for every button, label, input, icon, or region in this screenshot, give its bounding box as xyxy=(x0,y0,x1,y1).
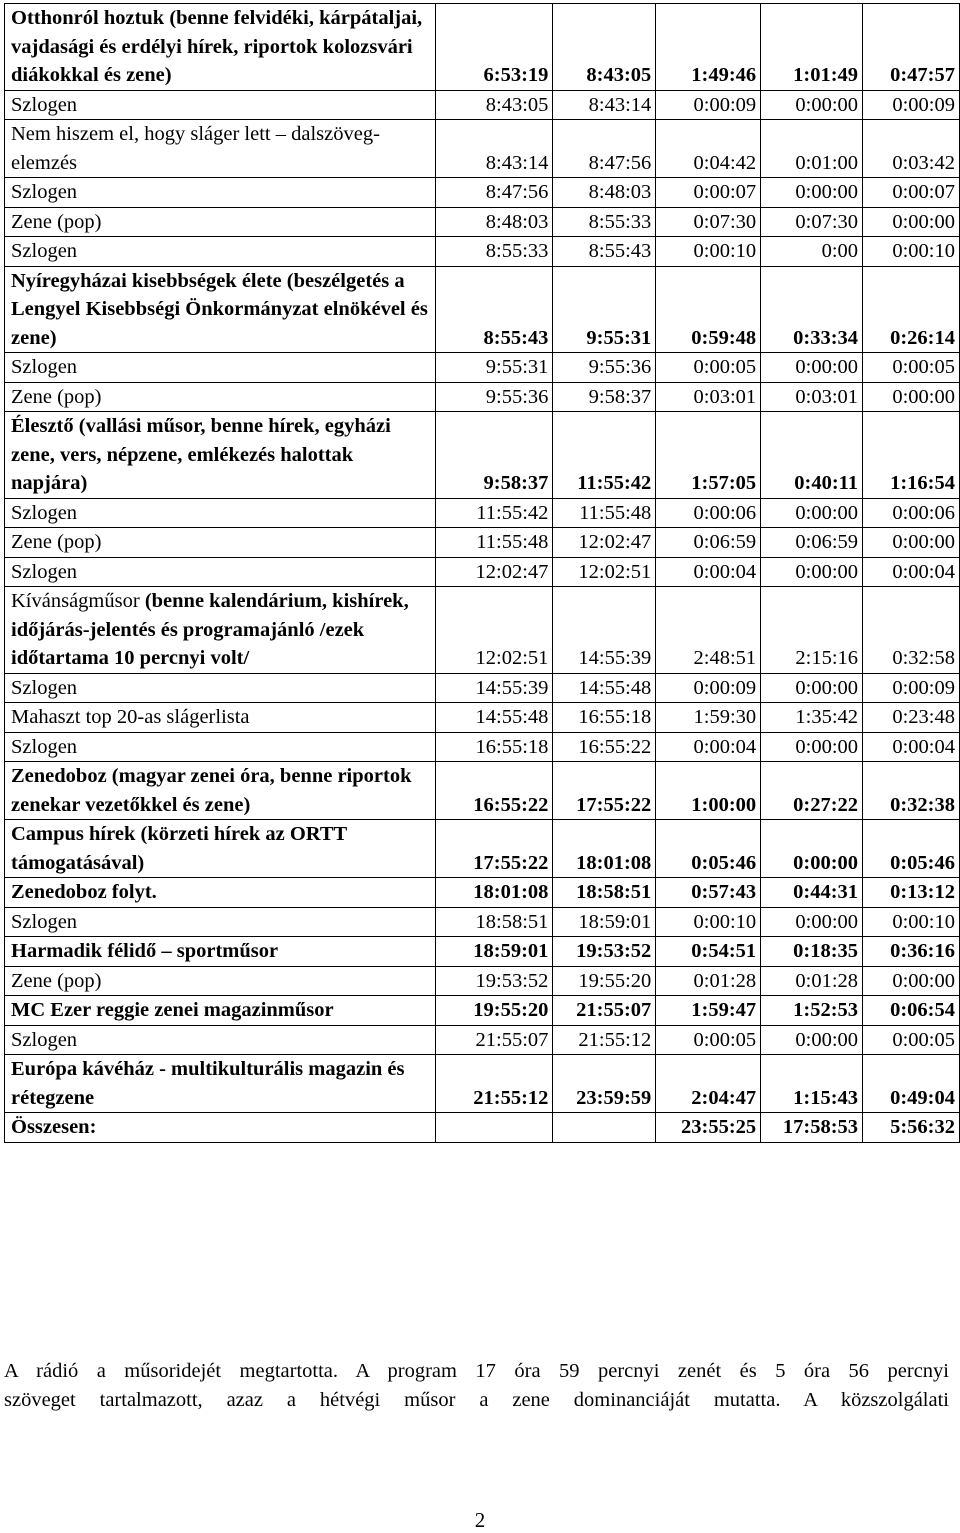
music-time-cell: 0:06:59 xyxy=(761,528,863,558)
start-time-cell: 12:02:51 xyxy=(435,587,553,674)
speech-time-cell: 0:23:48 xyxy=(863,703,960,733)
program-name-cell: Zene (pop) xyxy=(5,528,436,558)
table-row xyxy=(5,673,960,703)
duration-cell: 0:57:43 xyxy=(656,878,761,908)
duration-cell: 2:04:47 xyxy=(656,1055,761,1113)
music-time-cell: 0:00:00 xyxy=(761,557,863,587)
program-name-cell: Szlogen xyxy=(5,237,436,267)
table-row xyxy=(5,382,960,412)
start-time-cell: 9:55:31 xyxy=(435,353,553,383)
table-row xyxy=(5,498,960,528)
program-name-cell: Európa kávéház - multikulturális magazin és rétegzene xyxy=(5,1055,436,1113)
start-time-cell xyxy=(435,1113,553,1143)
music-time-cell: 0:00:00 xyxy=(761,820,863,878)
program-name-cell: Szlogen xyxy=(5,1025,436,1055)
end-time-cell: 12:02:51 xyxy=(553,557,656,587)
schedule-body xyxy=(5,4,960,1143)
speech-time-cell: 0:13:12 xyxy=(863,878,960,908)
end-time-cell: 19:53:52 xyxy=(553,937,656,967)
duration-cell: 0:00:10 xyxy=(656,907,761,937)
start-time-cell: 19:53:52 xyxy=(435,966,553,996)
program-schedule-table xyxy=(4,3,960,1143)
program-name-cell: Szlogen xyxy=(5,353,436,383)
speech-time-cell: 0:00:09 xyxy=(863,673,960,703)
speech-time-cell: 0:36:16 xyxy=(863,937,960,967)
end-time-cell: 9:55:36 xyxy=(553,353,656,383)
table-row xyxy=(5,178,960,208)
end-time-cell: 14:55:39 xyxy=(553,587,656,674)
program-name-cell: Szlogen xyxy=(5,498,436,528)
program-name-cell: Harmadik félidő – sportműsor xyxy=(5,937,436,967)
duration-cell: 2:48:51 xyxy=(656,587,761,674)
speech-time-cell: 0:06:54 xyxy=(863,996,960,1026)
music-time-cell: 1:35:42 xyxy=(761,703,863,733)
table-row xyxy=(5,587,960,674)
start-time-cell: 21:55:07 xyxy=(435,1025,553,1055)
duration-cell: 1:59:30 xyxy=(656,703,761,733)
duration-cell: 0:00:04 xyxy=(656,557,761,587)
speech-time-cell: 0:00:10 xyxy=(863,237,960,267)
program-name-cell: Nyíregyházai kisebbségek élete (beszélgetés a Lengyel Kisebbségi Önkormányzat elnökével és zene) xyxy=(5,266,436,353)
end-time-cell: 12:02:47 xyxy=(553,528,656,558)
program-name-cell: Otthonról hoztuk (benne felvidéki, kárpátaljai, vajdasági és erdélyi hírek, riportok kolozsvári diákokkal és zene) xyxy=(5,4,436,91)
speech-time-cell: 0:00:04 xyxy=(863,557,960,587)
end-time-cell: 9:58:37 xyxy=(553,382,656,412)
start-time-cell: 9:58:37 xyxy=(435,412,553,499)
program-name-cell: Élesztő (vallási műsor, benne hírek, egyházi zene, vers, népzene, emlékezés halottak napjára) xyxy=(5,412,436,499)
table-row xyxy=(5,412,960,499)
start-time-cell: 16:55:18 xyxy=(435,732,553,762)
speech-time-cell: 0:00:00 xyxy=(863,382,960,412)
music-time-cell: 0:00:00 xyxy=(761,1025,863,1055)
table-row xyxy=(5,703,960,733)
start-time-cell: 12:02:47 xyxy=(435,557,553,587)
music-time-cell: 2:15:16 xyxy=(761,587,863,674)
duration-cell: 0:54:51 xyxy=(656,937,761,967)
music-time-cell: 0:07:30 xyxy=(761,207,863,237)
end-time-cell xyxy=(553,1113,656,1143)
speech-time-cell: 0:05:46 xyxy=(863,820,960,878)
table-row xyxy=(5,966,960,996)
start-time-cell: 8:43:05 xyxy=(435,90,553,120)
end-time-cell: 17:55:22 xyxy=(553,762,656,820)
start-time-cell: 8:43:14 xyxy=(435,120,553,178)
table-row xyxy=(5,1055,960,1113)
music-time-cell: 0:40:11 xyxy=(761,412,863,499)
duration-cell: 0:06:59 xyxy=(656,528,761,558)
program-name-bold: (benne kalendárium, kishírek, időjárás-jelentés és programajánló /ezek időtartama 10 percnyi volt/ xyxy=(11,590,409,669)
end-time-cell: 16:55:22 xyxy=(553,732,656,762)
end-time-cell: 8:48:03 xyxy=(553,178,656,208)
duration-cell: 0:00:05 xyxy=(656,1025,761,1055)
duration-cell: 0:59:48 xyxy=(656,266,761,353)
program-name-cell xyxy=(5,587,436,674)
program-name-cell: Zene (pop) xyxy=(5,382,436,412)
music-time-cell: 0:00:00 xyxy=(761,732,863,762)
duration-cell: 0:04:42 xyxy=(656,120,761,178)
table-row xyxy=(5,878,960,908)
table-row xyxy=(5,1113,960,1143)
start-time-cell: 8:47:56 xyxy=(435,178,553,208)
end-time-cell: 19:55:20 xyxy=(553,966,656,996)
program-name-cell: Szlogen xyxy=(5,673,436,703)
speech-time-cell: 0:00:05 xyxy=(863,1025,960,1055)
music-time-cell: 0:00:00 xyxy=(761,353,863,383)
table-row xyxy=(5,528,960,558)
end-time-cell: 8:55:33 xyxy=(553,207,656,237)
program-name-plain: Kívánságműsor xyxy=(11,590,140,612)
music-time-cell: 0:00:00 xyxy=(761,907,863,937)
speech-time-cell: 0:00:00 xyxy=(863,207,960,237)
program-name-cell: Szlogen xyxy=(5,90,436,120)
table-row xyxy=(5,207,960,237)
start-time-cell: 18:59:01 xyxy=(435,937,553,967)
start-time-cell: 18:01:08 xyxy=(435,878,553,908)
start-time-cell: 11:55:42 xyxy=(435,498,553,528)
duration-cell: 1:57:05 xyxy=(656,412,761,499)
end-time-cell: 11:55:48 xyxy=(553,498,656,528)
page-number: 2 xyxy=(474,1508,486,1532)
end-time-cell: 18:01:08 xyxy=(553,820,656,878)
duration-cell: 0:00:06 xyxy=(656,498,761,528)
program-name-cell: Zenedoboz (magyar zenei óra, benne riportok zenekar vezetőkkel és zene) xyxy=(5,762,436,820)
duration-cell: 0:01:28 xyxy=(656,966,761,996)
start-time-cell: 8:55:43 xyxy=(435,266,553,353)
table-row xyxy=(5,996,960,1026)
end-time-cell: 11:55:42 xyxy=(553,412,656,499)
speech-time-cell: 0:00:00 xyxy=(863,528,960,558)
speech-time-cell: 0:47:57 xyxy=(863,4,960,91)
program-name-cell: Zene (pop) xyxy=(5,966,436,996)
start-time-cell: 14:55:48 xyxy=(435,703,553,733)
start-time-cell: 17:55:22 xyxy=(435,820,553,878)
speech-time-cell: 0:00:05 xyxy=(863,353,960,383)
program-name-cell: Zene (pop) xyxy=(5,207,436,237)
end-time-cell: 8:43:05 xyxy=(553,4,656,91)
speech-time-cell: 0:00:10 xyxy=(863,907,960,937)
duration-cell: 1:49:46 xyxy=(656,4,761,91)
speech-time-cell: 0:00:07 xyxy=(863,178,960,208)
start-time-cell: 8:48:03 xyxy=(435,207,553,237)
duration-cell: 0:07:30 xyxy=(656,207,761,237)
end-time-cell: 18:59:01 xyxy=(553,907,656,937)
end-time-cell: 8:55:43 xyxy=(553,237,656,267)
end-time-cell: 23:59:59 xyxy=(553,1055,656,1113)
program-name-cell: Nem hiszem el, hogy sláger lett – dalszöveg-elemzés xyxy=(5,120,436,178)
music-time-cell: 0:01:28 xyxy=(761,966,863,996)
start-time-cell: 14:55:39 xyxy=(435,673,553,703)
start-time-cell: 8:55:33 xyxy=(435,237,553,267)
duration-cell: 0:00:09 xyxy=(656,90,761,120)
speech-time-cell: 5:56:32 xyxy=(863,1113,960,1143)
program-name-cell: Mahaszt top 20-as slágerlista xyxy=(5,703,436,733)
music-time-cell: 0:00:00 xyxy=(761,498,863,528)
music-time-cell: 0:44:31 xyxy=(761,878,863,908)
table-row xyxy=(5,4,960,91)
music-time-cell: 0:00 xyxy=(761,237,863,267)
program-name-cell: Szlogen xyxy=(5,732,436,762)
music-time-cell: 0:18:35 xyxy=(761,937,863,967)
duration-cell: 0:05:46 xyxy=(656,820,761,878)
duration-cell: 0:00:09 xyxy=(656,673,761,703)
program-name-cell: Zenedoboz folyt. xyxy=(5,878,436,908)
start-time-cell: 18:58:51 xyxy=(435,907,553,937)
speech-time-cell: 0:00:09 xyxy=(863,90,960,120)
table-row xyxy=(5,237,960,267)
start-time-cell: 6:53:19 xyxy=(435,4,553,91)
start-time-cell: 21:55:12 xyxy=(435,1055,553,1113)
start-time-cell: 16:55:22 xyxy=(435,762,553,820)
speech-time-cell: 0:26:14 xyxy=(863,266,960,353)
program-name-cell: Szlogen xyxy=(5,178,436,208)
paragraph-line-2: szöveget tartalmazott, azaz a hétvégi műsor a zene dominanciáját mutatta. A közszolgálati xyxy=(4,1389,949,1411)
table-row xyxy=(5,353,960,383)
music-time-cell: 1:15:43 xyxy=(761,1055,863,1113)
music-time-cell: 1:52:53 xyxy=(761,996,863,1026)
duration-cell: 0:00:07 xyxy=(656,178,761,208)
music-time-cell: 1:01:49 xyxy=(761,4,863,91)
duration-cell: 0:03:01 xyxy=(656,382,761,412)
table-row xyxy=(5,90,960,120)
end-time-cell: 21:55:12 xyxy=(553,1025,656,1055)
music-time-cell: 0:00:00 xyxy=(761,90,863,120)
music-time-cell: 0:00:00 xyxy=(761,673,863,703)
start-time-cell: 19:55:20 xyxy=(435,996,553,1026)
speech-time-cell: 0:32:38 xyxy=(863,762,960,820)
duration-cell: 0:00:10 xyxy=(656,237,761,267)
program-name-cell: Szlogen xyxy=(5,557,436,587)
summary-paragraph xyxy=(4,1357,949,1415)
music-time-cell: 17:58:53 xyxy=(761,1113,863,1143)
program-name-cell: MC Ezer reggie zenei magazinműsor xyxy=(5,996,436,1026)
music-time-cell: 0:01:00 xyxy=(761,120,863,178)
duration-cell: 0:00:04 xyxy=(656,732,761,762)
speech-time-cell: 0:00:04 xyxy=(863,732,960,762)
music-time-cell: 0:03:01 xyxy=(761,382,863,412)
music-time-cell: 0:33:34 xyxy=(761,266,863,353)
duration-cell: 1:59:47 xyxy=(656,996,761,1026)
music-time-cell: 0:27:22 xyxy=(761,762,863,820)
end-time-cell: 18:58:51 xyxy=(553,878,656,908)
end-time-cell: 8:47:56 xyxy=(553,120,656,178)
speech-time-cell: 0:00:06 xyxy=(863,498,960,528)
table-row xyxy=(5,937,960,967)
end-time-cell: 16:55:18 xyxy=(553,703,656,733)
program-name-cell: Összesen: xyxy=(5,1113,436,1143)
speech-time-cell: 0:32:58 xyxy=(863,587,960,674)
start-time-cell: 9:55:36 xyxy=(435,382,553,412)
table-row xyxy=(5,762,960,820)
speech-time-cell: 0:49:04 xyxy=(863,1055,960,1113)
table-row xyxy=(5,820,960,878)
speech-time-cell: 1:16:54 xyxy=(863,412,960,499)
table-row xyxy=(5,266,960,353)
table-row xyxy=(5,120,960,178)
speech-time-cell: 0:00:00 xyxy=(863,966,960,996)
table-row xyxy=(5,557,960,587)
duration-cell: 1:00:00 xyxy=(656,762,761,820)
music-time-cell: 0:00:00 xyxy=(761,178,863,208)
speech-time-cell: 0:03:42 xyxy=(863,120,960,178)
program-name-cell: Szlogen xyxy=(5,907,436,937)
end-time-cell: 8:43:14 xyxy=(553,90,656,120)
duration-cell: 0:00:05 xyxy=(656,353,761,383)
duration-cell: 23:55:25 xyxy=(656,1113,761,1143)
table-row xyxy=(5,907,960,937)
paragraph-line-1: A rádió a műsoridejét megtartotta. A program 17 óra 59 percnyi zenét és 5 óra 56 percnyi xyxy=(4,1360,949,1382)
end-time-cell: 14:55:48 xyxy=(553,673,656,703)
start-time-cell: 11:55:48 xyxy=(435,528,553,558)
end-time-cell: 9:55:31 xyxy=(553,266,656,353)
program-name-cell: Campus hírek (körzeti hírek az ORTT támogatásával) xyxy=(5,820,436,878)
table-row xyxy=(5,1025,960,1055)
end-time-cell: 21:55:07 xyxy=(553,996,656,1026)
table-row xyxy=(5,732,960,762)
